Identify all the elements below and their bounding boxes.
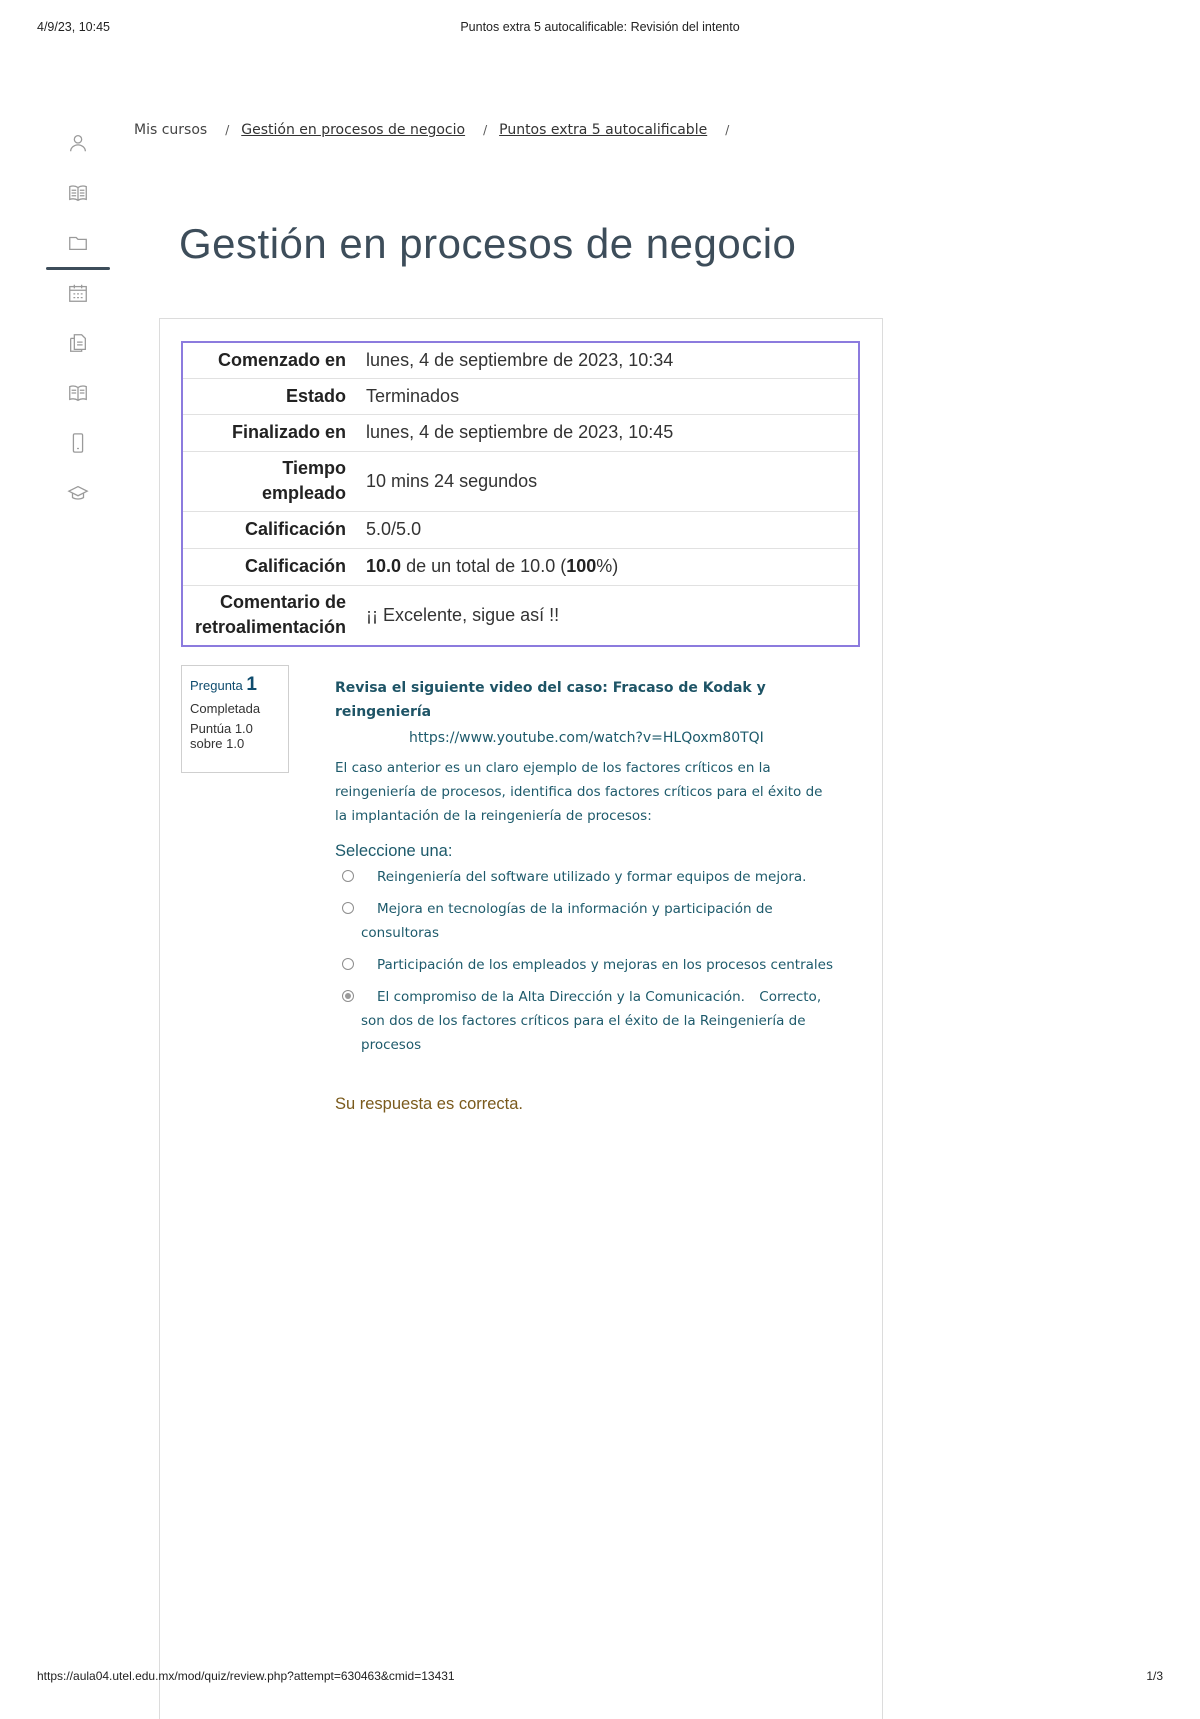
print-page-number: 1/3 <box>1146 1669 1163 1683</box>
radio-button[interactable] <box>342 958 354 970</box>
sidebar-item-grades[interactable] <box>46 468 110 518</box>
marks-label: Calificación <box>182 511 354 548</box>
grade-percent: 100 <box>566 556 597 576</box>
breadcrumb-course-link[interactable]: Gestión en procesos de negocio <box>241 122 466 138</box>
feedback-value: ¡¡ Excelente, sigue así !! <box>366 604 560 625</box>
library-icon <box>67 382 89 404</box>
started-value: lunes, 4 de septiembre de 2023, 10:34 <box>354 342 859 378</box>
finished-value: lunes, 4 de septiembre de 2023, 10:45 <box>354 414 859 451</box>
radio-button-checked[interactable] <box>342 990 354 1002</box>
print-date: 4/9/23, 10:45 <box>37 20 110 34</box>
video-link[interactable]: https://www.youtube.com/watch?v=HLQoxm80TQI <box>409 730 764 746</box>
print-url: https://aula04.utel.edu.mx/mod/quiz/review.php?attempt=630463&cmid=13431 <box>37 1669 455 1683</box>
started-label: Comenzado en <box>182 342 354 378</box>
grade-label: Calificación <box>182 548 354 585</box>
attempt-summary-table <box>181 341 860 647</box>
sidebar-item-calendar[interactable] <box>46 268 110 318</box>
answer-option-feedback: Correcto, son dos de los factores críticos para el éxito de la Reingeniería de procesos <box>361 989 822 1053</box>
sidebar-item-library[interactable] <box>46 368 110 418</box>
time-value: 10 mins 24 segundos <box>354 451 859 511</box>
sidebar-item-courses[interactable] <box>46 168 110 218</box>
documents-icon <box>67 332 89 354</box>
answer-option-text: Participación de los empleados y mejoras en los procesos centrales <box>377 957 834 973</box>
answer-prompt: Seleccione una: <box>335 842 453 860</box>
breadcrumb <box>134 122 741 138</box>
grade-score: 10.0 <box>366 556 402 576</box>
feedback-label: Comentario de retroalimentación <box>195 592 347 638</box>
sidebar <box>46 118 110 518</box>
graduation-cap-icon <box>67 482 89 504</box>
calendar-icon <box>67 282 89 304</box>
book-icon <box>67 182 89 204</box>
question-content <box>335 676 835 1114</box>
folder-icon <box>67 232 89 254</box>
sidebar-item-files[interactable] <box>46 218 110 268</box>
question-label: Pregunta <box>190 678 243 693</box>
question-status: Completada <box>190 701 261 716</box>
breadcrumb-separator: / <box>483 123 488 137</box>
state-value: Terminados <box>354 378 859 414</box>
sidebar-item-profile[interactable] <box>46 118 110 168</box>
grade-value <box>354 548 859 585</box>
breadcrumb-separator: / <box>725 123 730 137</box>
page-title: Gestión en procesos de negocio <box>179 220 797 267</box>
answer-option-text: El compromiso de la Alta Dirección y la Comunicación. <box>377 989 745 1005</box>
radio-button[interactable] <box>342 902 354 914</box>
answer-result: Su respuesta es correcta. <box>335 1095 524 1113</box>
time-label: Tiempo empleado <box>182 451 354 511</box>
question-number: 1 <box>246 674 257 695</box>
radio-button[interactable] <box>342 870 354 882</box>
sidebar-item-mobile[interactable] <box>46 418 110 468</box>
answer-option[interactable] <box>335 897 835 945</box>
grade-total-text: de un total de 10.0 ( <box>401 556 567 576</box>
answer-option-text: Reingeniería del software utilizado y formar equipos de mejora. <box>377 869 807 885</box>
mobile-icon <box>67 432 89 454</box>
breadcrumb-activity-link[interactable]: Puntos extra 5 autocalificable <box>499 122 708 138</box>
grade-end-text: %) <box>596 556 619 576</box>
sidebar-item-documents[interactable] <box>46 318 110 368</box>
state-label: Estado <box>182 378 354 414</box>
print-page-title: Puntos extra 5 autocalificable: Revisión del intento <box>460 20 740 34</box>
breadcrumb-separator: / <box>225 123 230 137</box>
answer-option-text: Mejora en tecnologías de la información y participación de consultoras <box>361 901 773 941</box>
question-score: Puntúa 1.0 sobre 1.0 <box>190 721 253 751</box>
question-title: Revisa el siguiente video del caso: Fracaso de Kodak y reingeniería <box>335 680 766 720</box>
finished-label: Finalizado en <box>182 414 354 451</box>
marks-value: 5.0/5.0 <box>354 511 859 548</box>
answer-option[interactable] <box>335 865 835 889</box>
user-icon <box>67 132 89 154</box>
question-info-box <box>181 665 289 773</box>
breadcrumb-home[interactable]: Mis cursos <box>134 122 208 138</box>
answer-option[interactable] <box>335 953 835 977</box>
answer-option-selected[interactable] <box>335 985 835 1057</box>
question-text: El caso anterior es un claro ejemplo de los factores críticos en la reingeniería de procesos, identifica dos factores críticos para el éxito de la implantación de la reingeniería de procesos: <box>335 760 823 824</box>
